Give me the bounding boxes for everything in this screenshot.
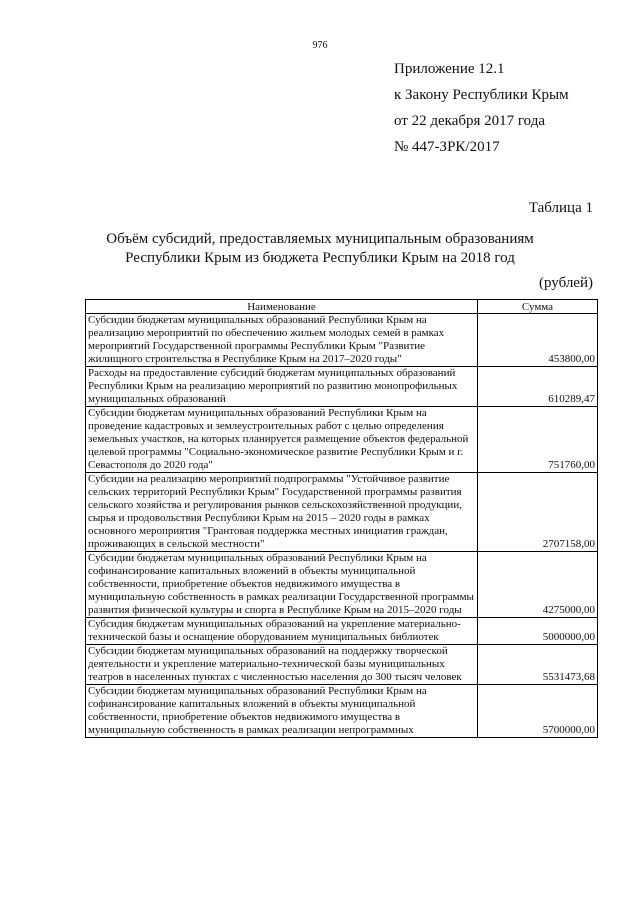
appendix-line-4: № 447-ЗРК/2017 <box>394 139 500 155</box>
header-name: Наименование <box>86 300 478 314</box>
table-row <box>86 367 598 407</box>
header-sum: Сумма <box>478 300 598 314</box>
row-name: Субсидии бюджетам муниципальных образований Республики Крым на проведение кадастровых и землеустроительных работ с целью определения земельных участков, на которых планируется размещение объектов федеральной целевой программы "Социально-экономическое развитие Республики Крым и г. Севастополя до 2020 года" <box>86 407 478 473</box>
row-sum: 5000000,00 <box>478 618 598 645</box>
row-sum: 2707158,00 <box>478 473 598 552</box>
table-row <box>86 645 598 685</box>
row-sum: 4275000,00 <box>478 552 598 618</box>
table-header-row <box>86 300 598 314</box>
table-row <box>86 685 598 738</box>
table-row <box>86 552 598 618</box>
row-sum: 5700000,00 <box>478 685 598 738</box>
appendix-line-2: к Закону Республики Крым <box>394 87 569 103</box>
row-name: Субсидии бюджетам муниципальных образований на поддержку творческой деятельности и укрепление материально-технической базы муниципальных театров в населенных пунктах с численностью населения до 300 тысяч человек <box>86 645 478 685</box>
page-number: 976 <box>312 40 328 51</box>
appendix-header <box>394 56 569 160</box>
document-title <box>0 230 640 268</box>
row-name: Субсидии на реализацию мероприятий подпрограммы "Устойчивое развитие сельских территорий Республики Крым" Государственной программы развития сельского хозяйства и регулирования рынков сельскохозяйственной продукции, сырья и продовольствия Республики Крым на 2015 – 2020 годы в рамках основного мероприятия "Грантовая поддержка местных инициатив граждан, проживающих в сельской местности" <box>86 473 478 552</box>
row-name: Субсидия бюджетам муниципальных образований на укрепление материально-технической базы и оснащение оборудованием муниципальных библиотек <box>86 618 478 645</box>
appendix-line-3: от 22 декабря 2017 года <box>394 113 546 129</box>
row-sum: 5531473,68 <box>478 645 598 685</box>
table-row <box>86 407 598 473</box>
document-title-line-2: Республики Крым из бюджета Республики Крым на 2018 год <box>125 250 515 266</box>
table-row <box>86 618 598 645</box>
appendix-line-1: Приложение 12.1 <box>394 61 505 77</box>
row-name: Расходы на предоставление субсидий бюджетам муниципальных образований Республики Крым на реализацию мероприятий по развитию монопрофильных муниципальных образований <box>86 367 478 407</box>
row-name: Субсидии бюджетам муниципальных образований Республики Крым на реализацию мероприятий по обеспечению жильем молодых семей в рамках мероприятий Государственной программы Республики Крым "Развитие жилищного строительства в Республике Крым на 2017–2020 годы" <box>86 314 478 367</box>
document-title-line-1: Объём субсидий, предоставляемых муниципальным образованиям <box>106 231 534 247</box>
subsidies-table <box>85 299 598 738</box>
table-label: Таблица 1 <box>528 200 593 216</box>
table-row <box>86 314 598 367</box>
row-name: Субсидии бюджетам муниципальных образований Республики Крым на софинансирование капитальных вложений в объекты муниципальной собственности, приобретение объектов недвижимого имущества в муниципальную собственность в рамках реализации непрограммных <box>86 685 478 738</box>
table-row <box>86 473 598 552</box>
row-name: Субсидии бюджетам муниципальных образований Республики Крым на софинансирование капитальных вложений в объекты муниципальной собственности, приобретение объектов недвижимого имущества в муниципальную собственность в рамках реализации Государственной программы развития физической культуры и спорта в Республике Крым на 2015–2020 годы <box>86 552 478 618</box>
currency-note: (рублей) <box>538 275 593 291</box>
row-sum: 610289,47 <box>478 367 598 407</box>
row-sum: 453800,00 <box>478 314 598 367</box>
row-sum: 751760,00 <box>478 407 598 473</box>
